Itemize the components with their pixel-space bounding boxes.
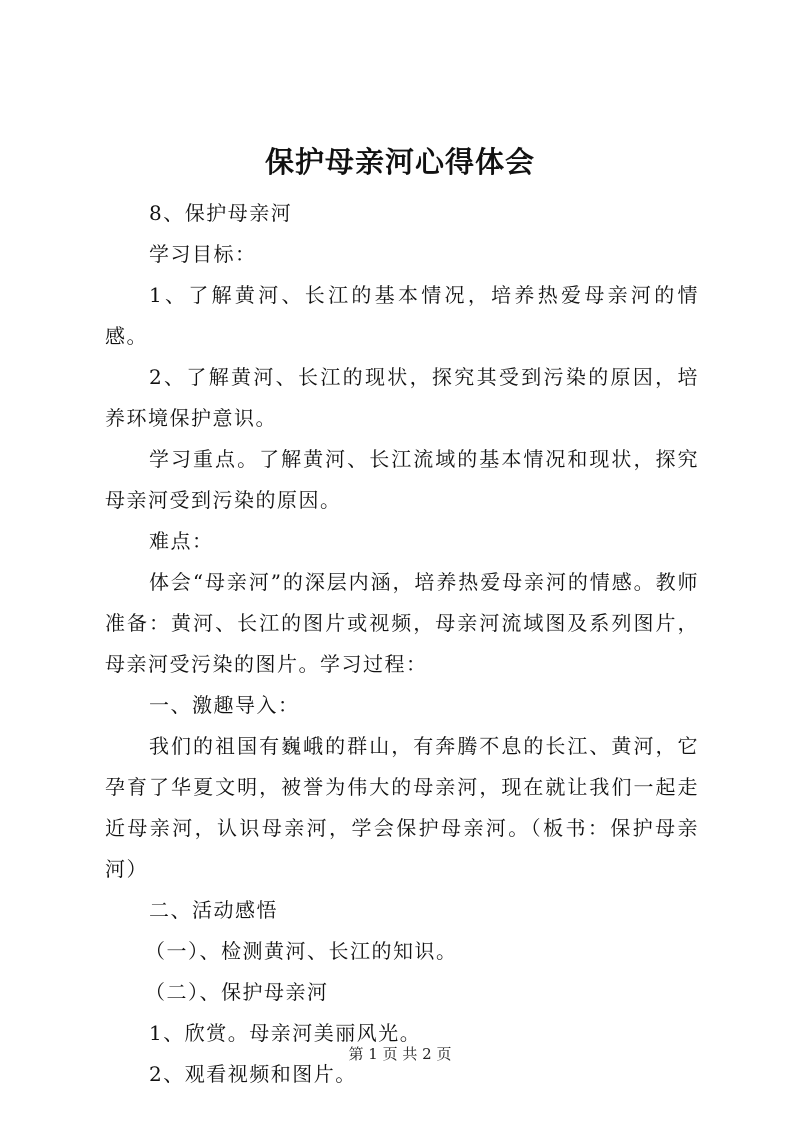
paragraph: 一、激趣导入： xyxy=(149,693,300,717)
paragraph: 我们的祖国有巍峨的群山，有奔腾不息的长江、黄河，它孕育了华夏文明，被誉为伟大的母亲河，现在就让我们一起走近母亲河，认识母亲河，学会保护母亲河。（板书：保护母亲河） xyxy=(105,734,699,881)
paragraph: 学习重点。了解黄河、长江流域的基本情况和现状，探究母亲河受到污染的原因。 xyxy=(105,447,699,512)
paragraph: 学习目标： xyxy=(149,242,257,266)
document-body xyxy=(105,193,699,1095)
document-title: 保护母亲河心得体会 xyxy=(264,145,535,179)
paragraph: 二、活动感悟 xyxy=(149,898,278,922)
paragraph: 2、了解黄河、长江的现状，探究其受到污染的原因，培养环境保护意识。 xyxy=(105,365,699,430)
paragraph: 8、保护母亲河 xyxy=(149,201,293,225)
paragraph: 2、观看视频和图片。 xyxy=(149,1062,357,1086)
paragraph: 体会“母亲河”的深层内涵，培养热爱母亲河的情感。教师准备：黄河、长江的图片或视频，母亲河流域图及系列图片，母亲河受污染的图片。学习过程： xyxy=(105,570,699,676)
paragraph: （一）、检测黄河、长江的知识。 xyxy=(145,939,458,963)
paragraph: 1、欣赏。母亲河美丽风光。 xyxy=(149,1021,422,1045)
paragraph: 难点： xyxy=(149,529,214,553)
paragraph: 1、了解黄河、长江的基本情况，培养热爱母亲河的情感。 xyxy=(105,283,699,348)
page-footer: 第 1 页 共 2 页 xyxy=(348,1045,452,1063)
paragraph: （二）、保护母亲河 xyxy=(145,980,329,1004)
